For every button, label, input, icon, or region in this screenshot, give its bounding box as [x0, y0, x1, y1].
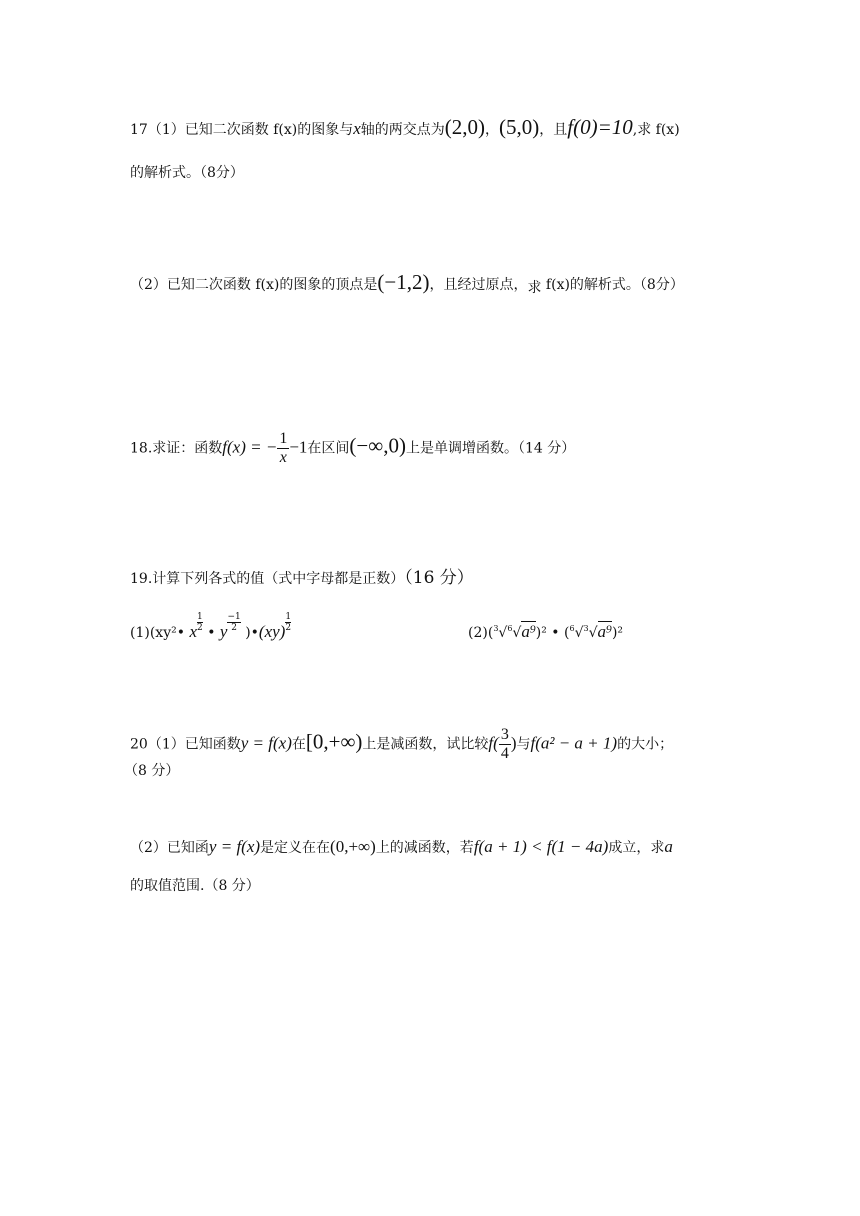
q19-expr1: [130, 612, 292, 643]
q19-title: 19.计算下列各式的值（式中字母都是正数）: [130, 571, 405, 587]
q19-e2-dot: •: [551, 625, 560, 641]
q20-text-d: 与: [516, 736, 531, 753]
q19-e1-dot2: •: [207, 625, 216, 641]
q20-part1-tag: （1）: [147, 736, 185, 753]
q19-e1-dot3: •: [250, 625, 259, 641]
q19-e2-open-2: (: [564, 625, 570, 641]
q19-title-line: [130, 568, 474, 589]
q17-text-d: ,求 f(x): [632, 122, 680, 138]
q17-part1-tag: （1）: [147, 122, 185, 138]
q19-e2-close-2: )²: [611, 625, 624, 641]
q17-part1-line1: [130, 117, 680, 140]
q20-part2-tag: （2）: [130, 840, 167, 856]
q20-frac-num: 3: [500, 726, 509, 743]
q18-lhs: f(x) = −: [222, 437, 278, 457]
q17-part2-text-c: 求: [527, 280, 542, 296]
q20-f34-close: ): [510, 733, 517, 753]
q19-e1-close: ): [245, 625, 251, 641]
q20-part2-interval: (0,+∞): [330, 837, 376, 856]
root-index-3: 3: [583, 624, 589, 633]
q20-part2-inequality: f(a + 1) < f(1 − 4a): [473, 837, 609, 856]
q20-interval: [0,+∞): [305, 729, 363, 754]
q17-text-c: ，且: [539, 122, 568, 138]
q19-e1-a: (xy²: [149, 625, 177, 641]
exp-den: 2: [285, 623, 292, 633]
q19-e2-close-1: )²: [535, 625, 547, 641]
q19-exp-half-2: [285, 612, 291, 633]
q20-frac-den: 4: [500, 745, 509, 762]
q17-text-a: 已知二次函数 f(x)的图象与: [184, 122, 354, 138]
q20-part1-line1: [130, 726, 673, 763]
root-index-3: 3: [493, 624, 499, 633]
q20-text-b: 在: [291, 736, 306, 753]
q17-part2-line: [130, 272, 684, 295]
q20-part2-line2: 的取值范围.（8 分）: [130, 878, 260, 894]
q20-part2-text-a: 已知函: [166, 840, 209, 856]
q20-part2-fx: y = f(x): [208, 837, 261, 856]
q19-exp-neg-half: [227, 612, 240, 633]
q17-condition: f(0)=10: [567, 115, 633, 139]
exp-num: −1: [227, 612, 241, 622]
q17-part2-tag: （2）: [130, 277, 167, 293]
q17-point-2: (5,0): [499, 115, 540, 139]
q19-e2-a9-1: a⁹: [521, 622, 536, 641]
exp-num: 1: [285, 612, 292, 622]
q18-frac-den: x: [279, 449, 287, 466]
q20-text-c: 上是减函数，试比较: [362, 736, 489, 753]
q19-e2-tag: (2): [468, 625, 488, 641]
q17-part2-text-b: ，且经过原点，: [429, 277, 528, 293]
radical-icon: √: [498, 625, 508, 641]
radical-icon: √: [588, 625, 598, 641]
q17-number: 17: [130, 122, 148, 138]
q18-frac-num: 1: [279, 430, 288, 447]
root-index-6: 6: [507, 624, 513, 633]
q20-part2-line1: [130, 837, 673, 858]
q17-point-1: (2,0): [444, 115, 485, 139]
q17-var-x: x: [353, 119, 361, 138]
q20-text-e: 的大小；: [617, 736, 674, 753]
q19-expr2: [468, 622, 623, 645]
q18-label: 18.求证：函数: [130, 440, 223, 457]
q18-end: 上是单调增函数。（14 分）: [405, 440, 576, 457]
q19-e1-x: x: [189, 622, 197, 641]
radical-icon: √: [512, 625, 522, 641]
exp-den: 2: [197, 623, 203, 633]
q20-part2-text-b: 是定义在在: [260, 840, 331, 856]
q18-interval: (−∞,0): [349, 433, 406, 458]
q19-e1-dot1: •: [176, 625, 185, 641]
exp-num: 1: [197, 612, 203, 622]
q19-e2-a9-2: a⁹: [597, 622, 612, 641]
q17-part2-text-d: f(x)的解析式。（8分）: [541, 277, 684, 293]
q18-mid: 在区间: [307, 440, 350, 457]
q17-sep: ，: [485, 122, 499, 138]
q19-e1-xy: (xy): [258, 622, 286, 641]
exp-den: 2: [231, 623, 237, 633]
q20-part1-score: （8 分）: [124, 763, 180, 779]
q20-part2-text-c: 上的减函数，若: [375, 840, 474, 856]
q18-line: [130, 430, 575, 467]
q19-score: （16 分）: [404, 568, 474, 588]
q19-e1-tag: (1): [130, 625, 150, 641]
root-index-6: 6: [569, 624, 575, 633]
q20-f34-open: f(: [488, 733, 499, 753]
q17-text-b: 轴的两交点为: [360, 122, 445, 138]
q20-fraction: [499, 726, 511, 763]
q17-part1-line2: 的解析式。（8分）: [130, 165, 244, 181]
q20-number: 20: [130, 736, 148, 753]
q20-fx: y = f(x): [240, 733, 292, 753]
q19-exp-half-1: [197, 612, 203, 633]
q17-part2-text-a: 已知二次函数 f(x)的图象的顶点是: [166, 277, 378, 293]
q19-e2-open: (: [487, 625, 494, 641]
q17-vertex: (−1,2): [377, 270, 430, 294]
q20-text-a: 已知函数: [184, 736, 241, 753]
radical-icon: √: [574, 625, 584, 641]
q19-e1-y: y: [219, 622, 228, 641]
q18-fraction: [277, 430, 289, 467]
q20-part2-text-d: 成立，求: [608, 840, 665, 856]
q18-rhs: −1: [289, 437, 308, 457]
q20-fa: f(a² − a + 1): [530, 733, 618, 753]
q20-part2-var: a: [664, 837, 673, 856]
